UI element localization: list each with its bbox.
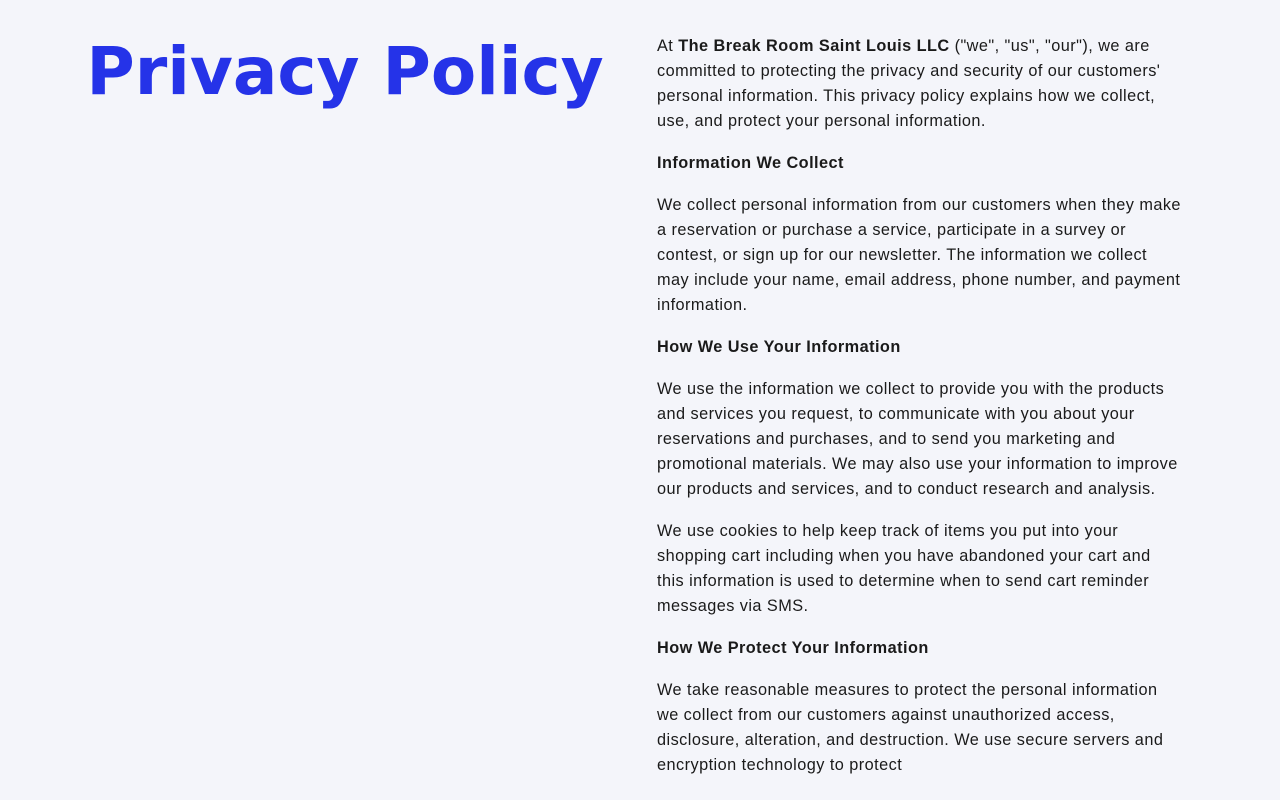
policy-content	[657, 34, 1182, 795]
intro-prefix: At	[657, 37, 679, 55]
section-heading-protect: How We Protect Your Information	[657, 639, 929, 657]
section-paragraph: We use the information we collect to provide you with the products and services you request, to communicate with you about your reservations and purchases, and to send you marketing and promotional materials. We may also use your information to improve our products and services, and to conduct research and analysis.	[657, 380, 1178, 498]
page-title: Privacy Policy	[86, 33, 604, 110]
intro-text: ("we", "us", "our"), we are committed to protecting the privacy and security of our customers' personal information. This privacy policy explains how we collect, use, and protect your personal information.	[657, 37, 1161, 130]
section-paragraph: We use cookies to help keep track of items you put into your shopping cart including when you have abandoned your cart and this information is used to determine when to send cart reminder messages via SMS.	[657, 522, 1151, 615]
section-paragraph: We collect personal information from our customers when they make a reservation or purchase a service, participate in a survey or contest, or sign up for our newsletter. The information we collect may include your name, email address, phone number, and payment information.	[657, 196, 1181, 314]
intro-paragraph	[657, 34, 1182, 134]
section-paragraph: We take reasonable measures to protect the personal information we collect from our customers against unauthorized access, disclosure, alteration, and destruction. We use secure servers and encryption technology to protect	[657, 681, 1164, 774]
section-heading-collect: Information We Collect	[657, 154, 844, 172]
company-name: The Break Room Saint Louis LLC	[678, 37, 950, 55]
section-heading-use: How We Use Your Information	[657, 338, 901, 356]
